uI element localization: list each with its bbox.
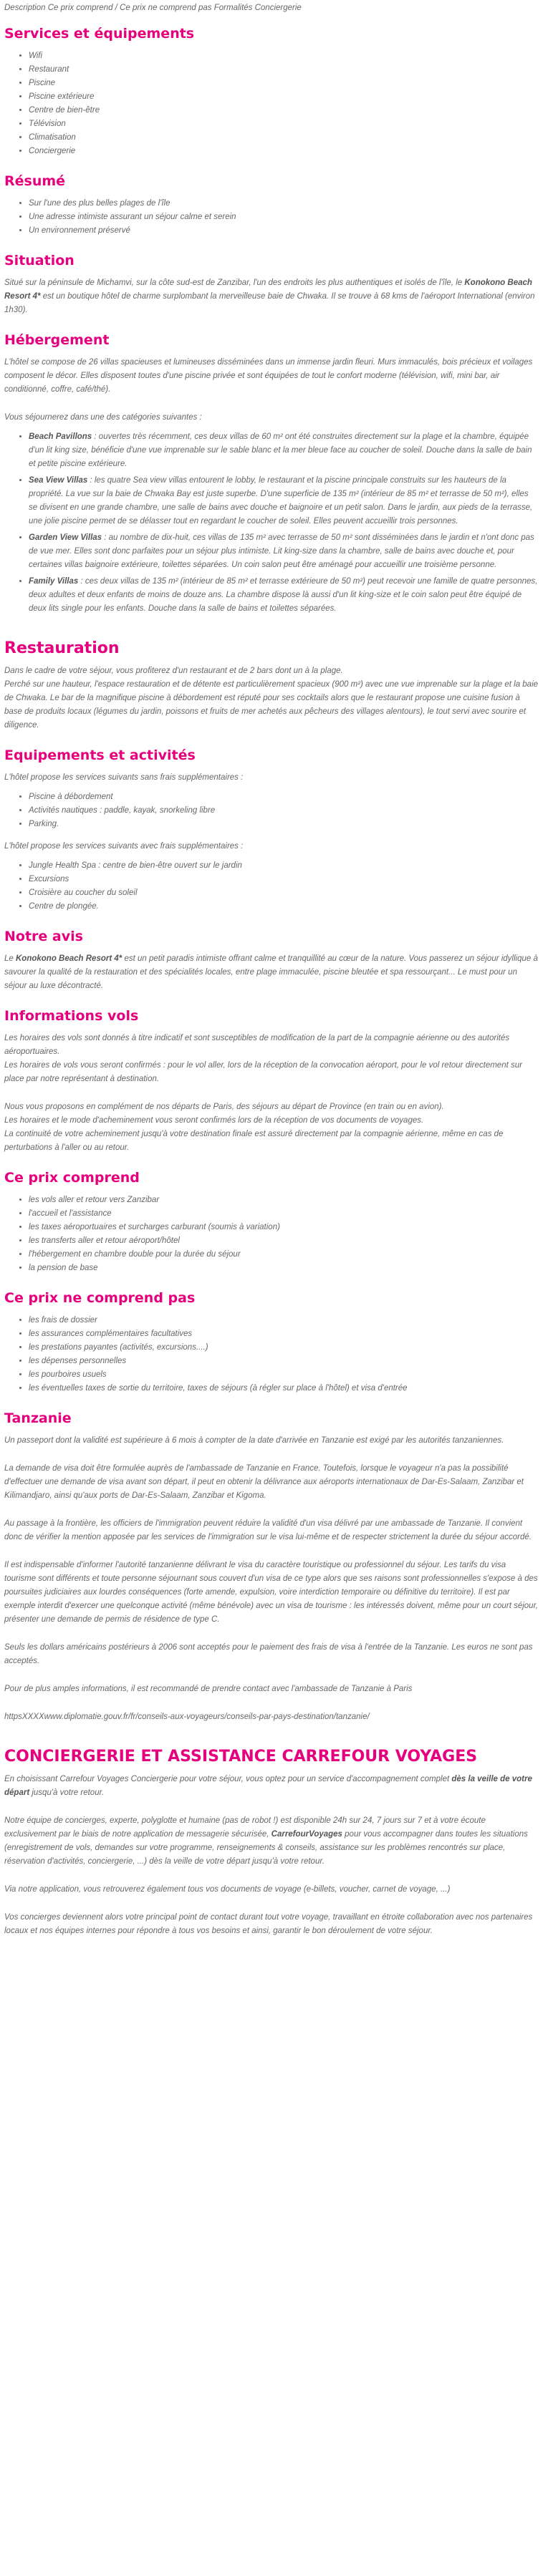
spacer	[4, 1453, 539, 1462]
situation-title: Situation	[4, 253, 75, 268]
list-item: • Sur l'une des plus belles plages de l'île	[29, 197, 539, 210]
conciergerie-section	[4, 1748, 539, 1938]
equipements-title: Equipements et activités	[4, 747, 196, 763]
tanzanie-section	[4, 1410, 539, 1724]
conciergerie-text-1	[4, 1773, 539, 1800]
spacer	[4, 1550, 539, 1559]
text-span: jusqu'à votre retour.	[29, 1788, 105, 1797]
tanzanie-text-1: Un passeport dont la validité est supérieure à 6 mois à compter de la date d'arrivée en Tanzanie est exigé par les autorités tanzaniennes.	[4, 1436, 504, 1445]
services-title: Services et équipements	[4, 26, 195, 42]
list-item: • Centre de plongée.	[29, 900, 539, 914]
comprend-section	[4, 1169, 539, 1275]
tanzanie-text-6: Pour de plus amples informations, il est recommandé de prendre contact avec l'ambassade de Tanzanie à Paris	[4, 1685, 413, 1693]
list-item: • les dépenses personnelles	[29, 1355, 539, 1368]
conciergerie-text-2	[4, 1814, 539, 1869]
free-services-list	[4, 790, 539, 831]
room-category-item	[29, 531, 539, 572]
vols-title: Informations vols	[4, 1008, 139, 1024]
list-item: • l'hébergement en chambre double pour la durée du séjour	[29, 1248, 539, 1262]
text-span: est un boutique hôtel de charme surplombant la merveilleuse baie de Chwaka. Il se trouve à 68 kms de l'aéroport International (environ 1h30).	[4, 292, 535, 314]
room-category-text: : au nombre de dix-huit, ces villas de 135 m² avec terrasse de 50 m² sont disséminées dans le jardin et n'ont donc pas de vue mer. Elles sont donc parfaites pour un séjour plus intimiste. Lit king-size dans la chambre, salle de bains avec douche et, pour certaines villas baignoire extérieure, toilettes séparées. Un coin salon peut être aménagé pour accueillir une troisième personne.	[29, 533, 534, 569]
list-item: • les vols aller et retour vers Zanzibar	[29, 1193, 539, 1207]
text-span: est un petit paradis intimiste offrant calme et tranquillité au cœur de la nature. Vous passerez un séjour idyllique à savourer la qualité de la restauration et des spécialités locales, entre plage immaculée, piscine bleutée et spa ressourçant... Le must pour un séjour au luxe décontracté.	[4, 954, 538, 990]
services-list	[4, 49, 539, 158]
room-category-text: : ouvertes très récemment, ces deux villas de 60 m² ont été construites directement sur la plage et la chambre, équipée d'un lit king size, bénéficie d'une vue imprenable sur le sable blanc et la mer bleue face au coucher de soleil. Douche dans la salle de bain et petite piscine extérieure.	[29, 432, 532, 468]
hebergement-categories-intro: Vous séjournerez dans une des catégories suivantes :	[4, 413, 202, 422]
diplomatie-link: httpsXXXXwww.diplomatie.gouv.fr/fr/conseils-aux-voyageurs/conseils-par-pays-destination/tanzanie/	[4, 1713, 370, 1721]
comprend-title: Ce prix comprend	[4, 1170, 140, 1186]
avis-text	[4, 952, 539, 993]
list-item: • Un environnement préservé	[29, 224, 539, 238]
text-span: En choisissant Carrefour Voyages Conciergerie pour votre séjour, vous optez pour un service d'accompagnement complet	[4, 1775, 452, 1783]
conciergerie-text-4: Vos concierges deviennent alors votre principal point de contact durant tout votre voyage, travaillant en étroite collaboration avec nos partenaires locaux et nos équipes internes pour répondre à tous vos besoins et ainsi, garantir le bon déroulement de votre séjour.	[4, 1913, 533, 1935]
tanzanie-title: Tanzanie	[4, 1410, 72, 1426]
room-category-name: Sea View Villas	[29, 476, 88, 485]
hotel-name: Konokono Beach Resort 4*	[4, 279, 532, 301]
tanzanie-text-2: La demande de visa doit être formulée auprès de l'ambassade de Tanzanie en France. Toutefois, lorsque le voyageur n'a pas la possibilité d'effectuer une demande de visa avant son départ, il peut en obtenir la délivrance aux aéroports internationaux de Dar-Es-Salaam, Zanzibar et Kilimandjaro, ainsi qu'aux ports de Dar-Es-Salaam, Zanzibar et Kigoma.	[4, 1464, 524, 1500]
tanzanie-text-5: Seuls les dollars américains postérieurs à 2006 sont acceptés pour le paiement des frais de visa à l'entrée de la Tanzanie. Les euros ne sont pas acceptés.	[4, 1643, 533, 1665]
text-span: Notre équipe de concierges, experte, polyglotte et humaine (pas de robot !) est disponible 24h sur 24, 7 jours sur 7 et à votre écoute exclusivement par le biais de notre application de messagerie sécurisée,	[4, 1816, 486, 1839]
list-item: • Climatisation	[29, 131, 539, 145]
equipements-section	[4, 747, 539, 914]
vols-text-3: Nous vous proposons en complément de nos départs de Paris, des séjours au départ de Province (en train ou en avion).	[4, 1103, 444, 1111]
hotel-name: Konokono Beach Resort 4*	[16, 954, 122, 963]
list-item: • Restaurant	[29, 63, 539, 77]
list-item: • Conciergerie	[29, 145, 539, 158]
list-item: • Piscine extérieure	[29, 90, 539, 104]
paid-services-list	[4, 859, 539, 914]
spacer	[4, 1806, 539, 1814]
app-name: CarrefourVoyages	[271, 1830, 342, 1839]
spacer	[4, 402, 539, 411]
avis-title: Notre avis	[4, 929, 83, 944]
list-item: • les éventuelles taxes de sortie du territoire, taxes de séjours (à régler sur place à l'hôtel) et visa d'entrée	[29, 1382, 539, 1395]
list-item: • Wifi	[29, 49, 539, 63]
tanzanie-text-4: Il est indispensable d'informer l'autorité tanzanienne délivrant le visa du caractère touristique ou professionnel du séjour. Les tarifs du visa tourisme sont différents et toute personne séjournant sous couvert d'un visa de ce type alors que ses raisons sont professionnelles s'expose à des poursuites judiciaires aux lourdes conséquences (forte amende, expulsion, voire interdiction temporaire ou définitive du territoire). Il est par exemple interdit d'exercer une quelconque activité (même bénévole) avec un visa de tourisme : les intéressés doivent, même pour un court séjour, présenter une demande de permis de résidence de type C.	[4, 1561, 538, 1624]
spacer	[4, 1632, 539, 1641]
conciergerie-text-3: Via notre application, vous retrouverez également tous vos documents de voyage (e-billets, voucher, carnet de voyage, ...)	[4, 1885, 451, 1894]
services-section	[4, 25, 539, 158]
list-item: • Centre de bien-être	[29, 104, 539, 117]
room-categories-list	[4, 430, 539, 616]
page	[0, 1, 543, 1958]
vols-text-4: Les horaires et le mode d'acheminement vous seront confirmés lors de la réception de vos documents de voyages.	[4, 1116, 424, 1125]
list-item: • Piscine à débordement	[29, 790, 539, 804]
room-category-name: Family Villas	[29, 577, 79, 586]
list-item: • les frais de dossier	[29, 1314, 539, 1327]
spacer	[4, 1674, 539, 1682]
ne-comprend-section	[4, 1289, 539, 1395]
ne-comprend-title: Ce prix ne comprend pas	[4, 1290, 196, 1306]
resume-title: Résumé	[4, 173, 66, 189]
list-item: • Jungle Health Spa : centre de bien-être ouvert sur le jardin	[29, 859, 539, 873]
list-item: • les prestations payantes (activités, excursions....)	[29, 1341, 539, 1355]
list-item: • les taxes aéroportuaires et surcharges carburant (soumis à variation)	[29, 1221, 539, 1234]
list-item: • Une adresse intimiste assurant un séjour calme et serein	[29, 210, 539, 224]
spacer	[4, 1902, 539, 1911]
equipements-free-intro: L'hôtel propose les services suivants sans frais supplémentaires :	[4, 773, 244, 782]
spacer	[4, 1702, 539, 1710]
restauration-section	[4, 640, 539, 732]
spacer	[4, 1874, 539, 1883]
situation-text	[4, 276, 539, 317]
hebergement-section	[4, 331, 539, 616]
list-item: • la pension de base	[29, 1262, 539, 1275]
resume-list	[4, 197, 539, 238]
list-item: • Télévision	[29, 117, 539, 131]
vols-text-5: La continuité de votre acheminement jusqu'à votre destination finale est assuré directement par la compagnie aérienne, même en cas de perturbations à l'aller ou au retour.	[4, 1130, 504, 1152]
list-item: • Activités nautiques : paddle, kayak, snorkeling libre	[29, 804, 539, 818]
comprend-list	[4, 1193, 539, 1275]
avis-section	[4, 928, 539, 993]
text-span: Situé sur la péninsule de Michamvi, sur la côte sud-est de Zanzibar, l'un des endroits les plus authentiques et isolés de l'île, le	[4, 279, 465, 287]
restauration-title: Restauration	[4, 639, 120, 657]
room-category-name: Garden View Villas	[29, 533, 102, 542]
restauration-text-2: Perché sur une hauteur, l'espace restauration et de détente est particulièrement spacieux (900 m²) avec une vue imprenable sur la plage et la baie de Chwaka. Le bar de la magnifique piscine à débordement est réputé pour ses cocktails alors que le restaurant propose une cuisine fusion à base de produits locaux (légumes du jardin, poissons et fruits de mer achetés aux pêcheurs des villages alentours), le tout servi avec sourire et diligence.	[4, 680, 539, 730]
room-category-item	[29, 430, 539, 471]
text-span: Le	[4, 954, 16, 963]
vols-text-2: Les horaires de vols vous seront confirmés : pour le vol aller, lors de la réception de la convocation aéroport, pour le vol retour directement sur place par notre représentant à destination.	[4, 1061, 522, 1083]
vols-section	[4, 1007, 539, 1155]
bold-text: dès la veille de votre départ	[4, 1775, 532, 1797]
equipements-paid-intro: L'hôtel propose les services suivants avec frais supplémentaires :	[4, 842, 244, 851]
room-category-text: : ces deux villas de 135 m² (intérieur de 85 m² et terrasse extérieure de 50 m²) peut recevoir une famille de quatre personnes, deux adultes et deux enfants de moins de douze ans. La chambre dispose là aussi d'un lit king-size et le coin salon peut être équipé de deux lits single pour les enfants. Douche dans la salle de bains et toilettes séparées.	[29, 577, 538, 613]
hebergement-intro: L'hôtel se compose de 26 villas spacieuses et lumineuses disséminées dans un immense jardin fleuri. Murs immaculés, bois précieux et voilages composent le décor. Elles disposent toutes d'une piscine privée et sont équipées de tout le confort moderne (télévision, wifi, mini bar, air conditionné, coffre, café/thé).	[4, 358, 533, 394]
ne-comprend-list	[4, 1314, 539, 1395]
tanzanie-text-3: Au passage à la frontière, les officiers de l'immigration peuvent réduire la validité d'un visa délivré par une ambassade de Tanzanie. Il convient donc de vérifier la mention apposée par les services de l'immigration sur le visa lui-même et de respecter strictement la durée du séjour accordé.	[4, 1519, 532, 1541]
room-category-item	[29, 575, 539, 616]
list-item: • les transferts aller et retour aéroport/hôtel	[29, 1234, 539, 1248]
list-item: • Parking.	[29, 818, 539, 831]
list-item: • Croisière au coucher du soleil	[29, 886, 539, 900]
conciergerie-title: CONCIERGERIE ET ASSISTANCE CARREFOUR VOYAGES	[4, 1748, 478, 1766]
list-item: • les assurances complémentaires facultatives	[29, 1327, 539, 1341]
restauration-text-1: Dans le cadre de votre séjour, vous profiterez d'un restaurant et de 2 bars dont un à la plage.	[4, 667, 343, 675]
room-category-item	[29, 474, 539, 528]
room-category-text: : les quatre Sea view villas entourent le lobby, le restaurant et la piscine principale construits sur les hauteurs de la propriété. La vue sur la baie de Chwaka Bay est juste superbe. D'une superficie de 135 m² (intérieur de 85 m² et terrasse de 50 m²), elles se divisent en une grande chambre, une salle de bains avec douche et baignoire et un petit salon. Dans le jardin, aux pieds de la terrasse, une jolie piscine permet de se délasser tout en regardant le coucher de soleil. Elles peuvent accueillir trois personnes.	[29, 476, 533, 526]
situation-section	[4, 252, 539, 317]
resume-section	[4, 173, 539, 238]
hebergement-title: Hébergement	[4, 332, 110, 348]
list-item: • les pourboires usuels	[29, 1368, 539, 1382]
list-item: • l'accueil et l'assistance	[29, 1207, 539, 1221]
top-links-line: Description Ce prix comprend / Ce prix ne comprend pas Formalités Conciergerie	[4, 4, 302, 12]
text-span: pour vous accompagner dans toutes les situations (enregistrement de vols, demandes sur votre programme, renseignements & conseils, assistance sur les problèmes rencontrés sur place, réservation d'activités, conciergerie, ...) dès la veille de votre départ jusqu'à votre retour.	[4, 1830, 528, 1866]
list-item: • Excursions	[29, 873, 539, 886]
spacer	[4, 1509, 539, 1517]
vols-text-1: Les horaires des vols sont donnés à titre indicatif et sont susceptibles de modification de la part de la compagnie aérienne ou des autorités aéroportuaires.	[4, 1034, 510, 1056]
spacer	[4, 1092, 539, 1100]
list-item: • Piscine	[29, 77, 539, 90]
room-category-name: Beach Pavillons	[29, 432, 92, 441]
